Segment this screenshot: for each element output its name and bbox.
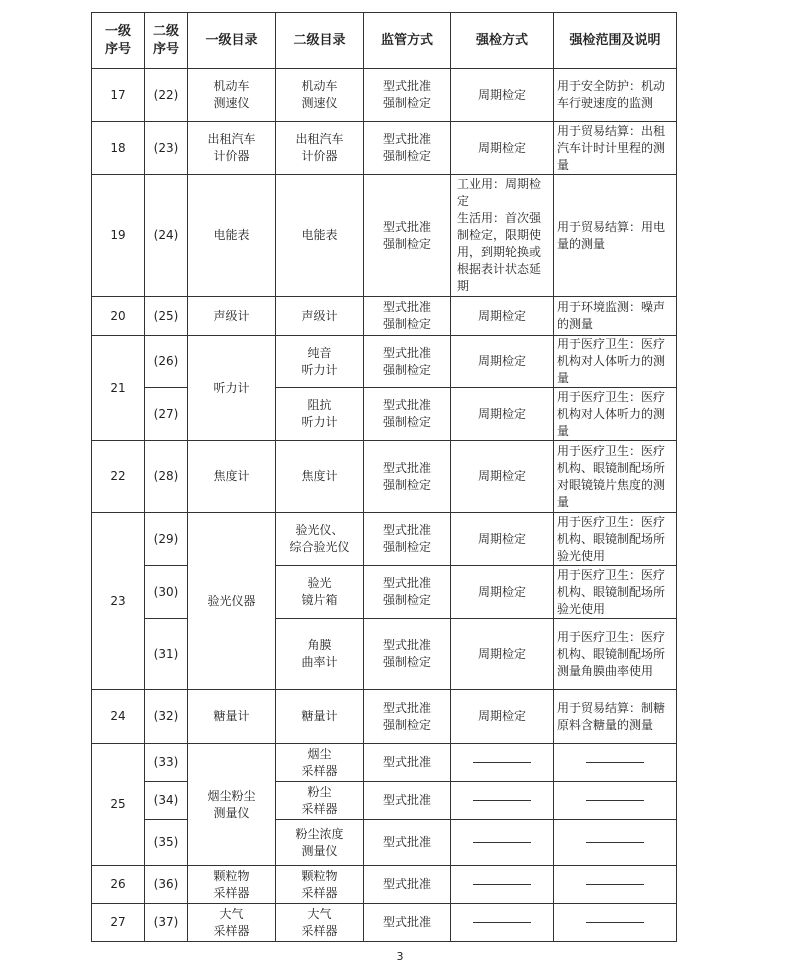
supervision: 型式批准	[364, 820, 451, 866]
level1-dir: 电能表	[188, 175, 276, 297]
page-number: 3	[396, 950, 404, 963]
empty-dash	[586, 762, 644, 763]
scope: 用于医疗卫生：医疗机构、眼镜制配场所验光使用	[554, 566, 677, 619]
supervision: 型式批准	[364, 904, 451, 942]
inspection	[451, 904, 554, 942]
scope: 用于医疗卫生：医疗机构对人体听力的测量	[554, 388, 677, 441]
level2-no: (26)	[145, 336, 188, 388]
level2-no: (35)	[145, 820, 188, 866]
empty-dash	[473, 800, 531, 801]
level2-no: (34)	[145, 782, 188, 820]
level2-dir: 验光 镜片箱	[276, 566, 364, 619]
table-row	[92, 782, 677, 820]
level2-no: (30)	[145, 566, 188, 619]
supervision: 型式批准 强制检定	[364, 122, 451, 175]
level2-no: (24)	[145, 175, 188, 297]
table-row	[92, 820, 677, 866]
inspection: 周期检定	[451, 690, 554, 744]
table-row	[92, 513, 677, 566]
table-row	[92, 566, 677, 619]
supervision: 型式批准 强制检定	[364, 566, 451, 619]
level1-no: 24	[92, 690, 145, 744]
header-cell: 强检方式	[451, 13, 554, 69]
scope	[554, 866, 677, 904]
level2-dir: 纯音 听力计	[276, 336, 364, 388]
level1-no: 22	[92, 441, 145, 513]
level1-dir: 焦度计	[188, 441, 276, 513]
inspection: 周期检定	[451, 336, 554, 388]
empty-dash	[473, 922, 531, 923]
table-row	[92, 690, 677, 744]
level1-no: 27	[92, 904, 145, 942]
header-cell: 监管方式	[364, 13, 451, 69]
level1-no: 20	[92, 297, 145, 336]
supervision: 型式批准 强制检定	[364, 619, 451, 690]
level2-dir: 糖量计	[276, 690, 364, 744]
level1-dir: 验光仪器	[188, 513, 276, 690]
level1-dir: 烟尘粉尘 测量仪	[188, 744, 276, 866]
table-row	[92, 441, 677, 513]
table-row	[92, 866, 677, 904]
header-cell: 二级 序号	[145, 13, 188, 69]
level2-dir: 角膜 曲率计	[276, 619, 364, 690]
table-row	[92, 122, 677, 175]
scope: 用于医疗卫生：医疗机构、眼镜制配场所测量角膜曲率使用	[554, 619, 677, 690]
table-row	[92, 619, 677, 690]
scope	[554, 820, 677, 866]
level2-dir: 颗粒物 采样器	[276, 866, 364, 904]
level2-no: (36)	[145, 866, 188, 904]
empty-dash	[586, 800, 644, 801]
scope	[554, 904, 677, 942]
scope: 用于安全防护：机动车行驶速度的监测	[554, 69, 677, 122]
level2-dir: 大气 采样器	[276, 904, 364, 942]
level1-no: 25	[92, 744, 145, 866]
level2-no: (31)	[145, 619, 188, 690]
empty-dash	[586, 842, 644, 843]
supervision: 型式批准 强制检定	[364, 441, 451, 513]
scope: 用于贸易结算：制糖原料含糖量的测量	[554, 690, 677, 744]
table-row	[92, 336, 677, 388]
inspection	[451, 820, 554, 866]
level2-dir: 阻抗 听力计	[276, 388, 364, 441]
inspection: 周期检定	[451, 122, 554, 175]
supervision: 型式批准 强制检定	[364, 690, 451, 744]
level2-no: (33)	[145, 744, 188, 782]
empty-dash	[586, 884, 644, 885]
level1-dir: 出租汽车 计价器	[188, 122, 276, 175]
supervision: 型式批准 强制检定	[364, 388, 451, 441]
header-cell: 一级目录	[188, 13, 276, 69]
table-row	[92, 388, 677, 441]
level2-dir: 验光仪、 综合验光仪	[276, 513, 364, 566]
level2-dir: 烟尘 采样器	[276, 744, 364, 782]
empty-dash	[586, 922, 644, 923]
inspection	[451, 782, 554, 820]
scope: 用于医疗卫生：医疗机构、眼镜制配场所验光使用	[554, 513, 677, 566]
level2-dir: 声级计	[276, 297, 364, 336]
level2-no: (29)	[145, 513, 188, 566]
level1-dir: 声级计	[188, 297, 276, 336]
scope: 用于医疗卫生：医疗机构对人体听力的测量	[554, 336, 677, 388]
inspection: 工业用：周期检定 生活用：首次强制检定，限期使用，到期轮换或根据表计状态延期	[451, 175, 554, 297]
level1-no: 21	[92, 336, 145, 441]
header-row	[92, 13, 677, 69]
empty-dash	[473, 842, 531, 843]
inspection: 周期检定	[451, 619, 554, 690]
scope: 用于环境监测：噪声的测量	[554, 297, 677, 336]
supervision: 型式批准	[364, 782, 451, 820]
level1-dir: 颗粒物 采样器	[188, 866, 276, 904]
inspection: 周期检定	[451, 69, 554, 122]
inspection: 周期检定	[451, 441, 554, 513]
scope: 用于贸易结算：出租汽车计时计里程的测量	[554, 122, 677, 175]
level2-no: (37)	[145, 904, 188, 942]
table-row	[92, 69, 677, 122]
inspection: 周期检定	[451, 297, 554, 336]
instrument-table	[91, 12, 677, 942]
inspection: 周期检定	[451, 566, 554, 619]
level2-dir: 粉尘浓度 测量仪	[276, 820, 364, 866]
header-cell: 一级 序号	[92, 13, 145, 69]
level2-no: (23)	[145, 122, 188, 175]
level2-no: (25)	[145, 297, 188, 336]
supervision: 型式批准 强制检定	[364, 297, 451, 336]
level2-dir: 焦度计	[276, 441, 364, 513]
scope	[554, 744, 677, 782]
level1-no: 17	[92, 69, 145, 122]
table-row	[92, 175, 677, 297]
level1-dir: 糖量计	[188, 690, 276, 744]
inspection	[451, 744, 554, 782]
supervision: 型式批准 强制检定	[364, 336, 451, 388]
level1-no: 23	[92, 513, 145, 690]
table-row	[92, 904, 677, 942]
level1-dir: 听力计	[188, 336, 276, 441]
level2-dir: 出租汽车 计价器	[276, 122, 364, 175]
header-cell: 强检范围及说明	[554, 13, 677, 69]
level1-dir: 大气 采样器	[188, 904, 276, 942]
inspection	[451, 866, 554, 904]
supervision: 型式批准 强制检定	[364, 513, 451, 566]
empty-dash	[473, 762, 531, 763]
table-row	[92, 297, 677, 336]
header-cell: 二级目录	[276, 13, 364, 69]
level1-no: 18	[92, 122, 145, 175]
level2-dir: 电能表	[276, 175, 364, 297]
level2-no: (22)	[145, 69, 188, 122]
supervision: 型式批准	[364, 866, 451, 904]
inspection: 周期检定	[451, 513, 554, 566]
table-row	[92, 744, 677, 782]
level1-no: 19	[92, 175, 145, 297]
level1-dir: 机动车 测速仪	[188, 69, 276, 122]
level1-no: 26	[92, 866, 145, 904]
level2-dir: 机动车 测速仪	[276, 69, 364, 122]
scope: 用于贸易结算：用电量的测量	[554, 175, 677, 297]
empty-dash	[473, 884, 531, 885]
supervision: 型式批准 强制检定	[364, 69, 451, 122]
level2-no: (27)	[145, 388, 188, 441]
supervision: 型式批准 强制检定	[364, 175, 451, 297]
scope	[554, 782, 677, 820]
inspection: 周期检定	[451, 388, 554, 441]
scope: 用于医疗卫生：医疗机构、眼镜制配场所对眼镜镜片焦度的测量	[554, 441, 677, 513]
level2-no: (32)	[145, 690, 188, 744]
supervision: 型式批准	[364, 744, 451, 782]
level2-no: (28)	[145, 441, 188, 513]
level2-dir: 粉尘 采样器	[276, 782, 364, 820]
